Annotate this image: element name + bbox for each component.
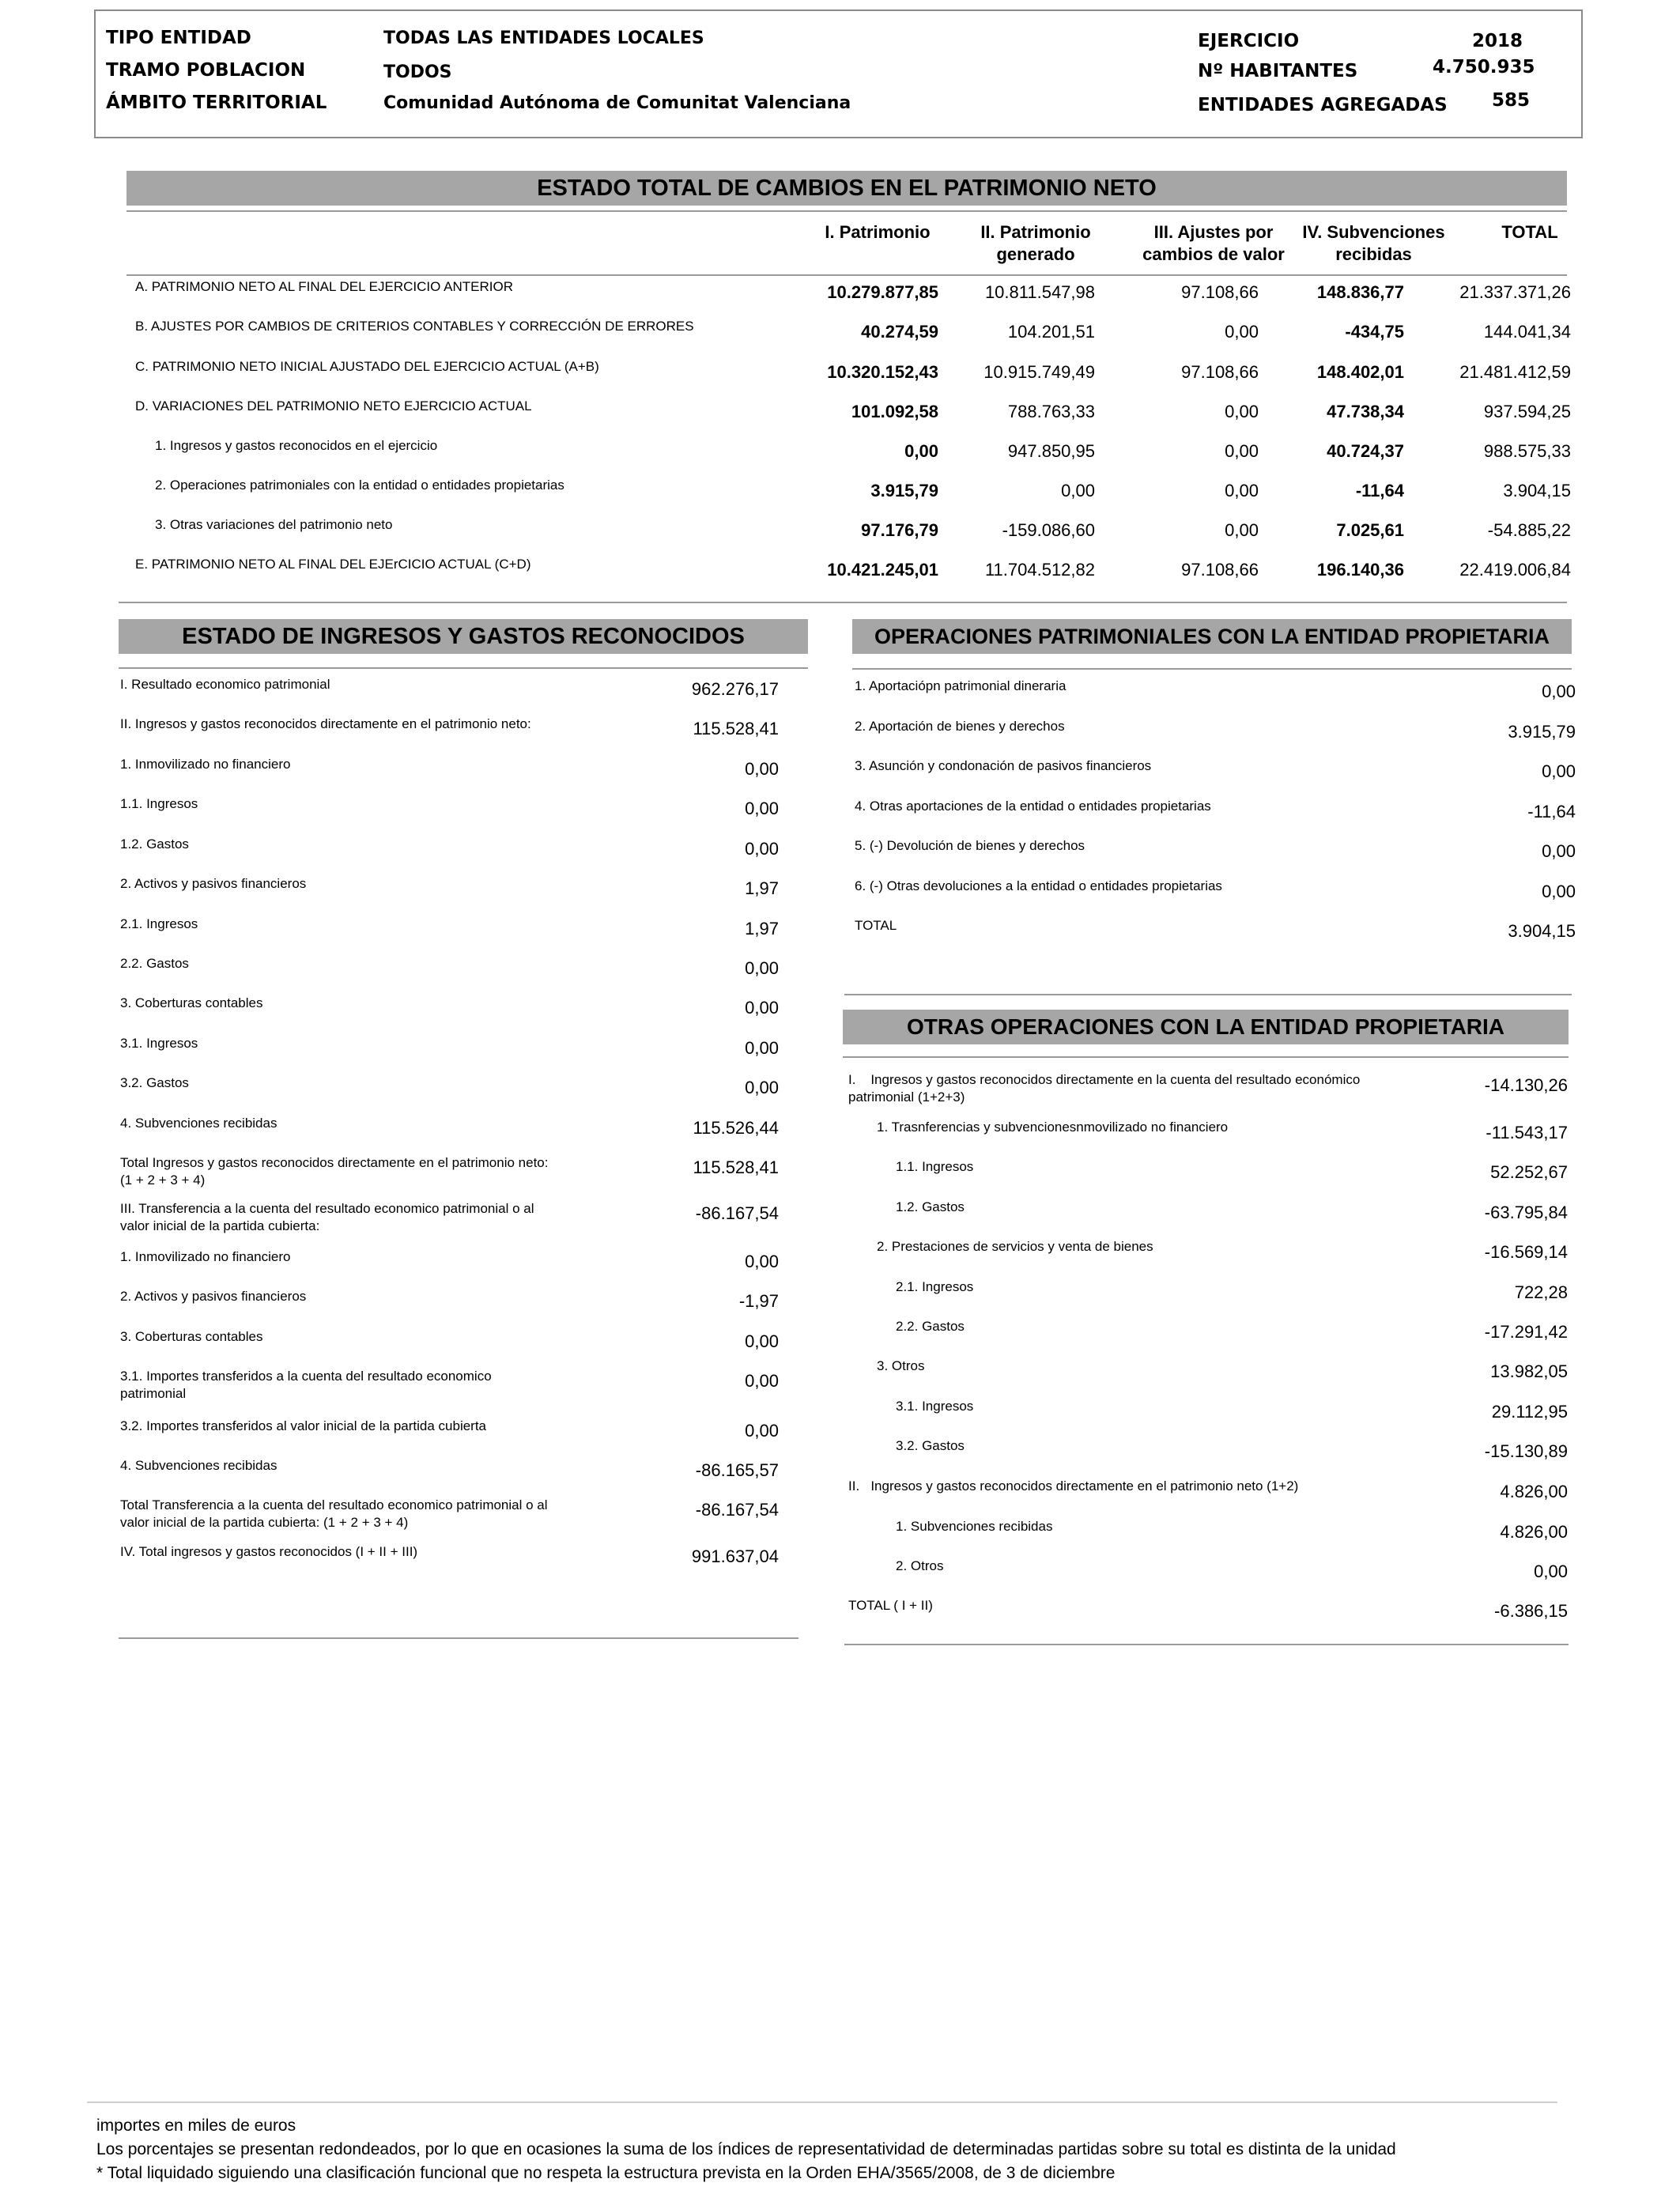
ambito-value: Comunidad Autónoma de Comunitat Valenciana	[383, 93, 851, 113]
otras-row-value: -6.386,15	[1494, 1601, 1568, 1621]
otras-row-value: -14.130,26	[1484, 1075, 1568, 1095]
otras-row-value: 13.982,05	[1490, 1361, 1568, 1381]
otras-row-label: 1. Trasnferencias y subvencionesnmovilizado no financiero	[877, 1120, 1229, 1135]
otras-row-label: I. Ingresos y gastos reconocidos directamente en la cuenta del resultado económico	[848, 1072, 1361, 1087]
otras-row-label: 2. Otros	[896, 1558, 944, 1573]
ingresos-row-value: 1,97	[745, 878, 779, 898]
ingresos-row-label: 2.1. Ingresos	[120, 916, 198, 931]
cambios-cell: 0,00	[1225, 481, 1259, 500]
tipo-entidad-label: TIPO ENTIDAD	[106, 28, 251, 48]
operaciones-row-label: TOTAL	[855, 918, 897, 933]
cambios-row-label: B. AJUSTES POR CAMBIOS DE CRITERIOS CONTABLES Y CORRECCIÓN DE ERRORES	[135, 319, 694, 334]
operaciones-row-value: 3.915,79	[1508, 722, 1576, 742]
ingresos-row-label: 3.2. Importes transferidos al valor inicial de la partida cubierta	[120, 1418, 487, 1433]
ingresos-row-label: I. Resultado economico patrimonial	[120, 677, 330, 692]
cambios-row-label: A. PATRIMONIO NETO AL FINAL DEL EJERCICIO ANTERIOR	[135, 279, 513, 294]
cambios-cell: 788.763,33	[1007, 402, 1095, 421]
cambios-cell: 0,00	[1225, 322, 1259, 342]
otras-row-value: -11.543,17	[1486, 1123, 1568, 1142]
ingresos-row-label: 3.1. Importes transferidos a la cuenta del resultado economico	[120, 1369, 492, 1384]
cambios-row-label: 3. Otras variaciones del patrimonio neto	[155, 517, 393, 532]
tipo-entidad-value: TODAS LAS ENTIDADES LOCALES	[383, 28, 704, 48]
cambios-cell: 10.421.245,01	[827, 560, 938, 580]
ingresos-title: ESTADO DE INGRESOS Y GASTOS RECONOCIDOS	[119, 619, 808, 654]
col-header-total: TOTAL	[1501, 222, 1558, 242]
ingresos-row-value: -1,97	[738, 1291, 779, 1311]
ingresos-row-label: 3.1. Ingresos	[120, 1036, 198, 1051]
cambios-row-label: D. VARIACIONES DEL PATRIMONIO NETO EJERCICIO ACTUAL	[135, 398, 532, 413]
tramo-label: TRAMO POBLACION	[106, 60, 306, 81]
divider	[119, 1637, 798, 1639]
ingresos-row-label: 4. Subvenciones recibidas	[120, 1116, 277, 1131]
cambios-row-label: C. PATRIMONIO NETO INICIAL AJUSTADO DEL EJERCICIO ACTUAL (A+B)	[135, 359, 599, 374]
ingresos-row-value: 115.528,41	[693, 1157, 779, 1177]
header-box	[94, 9, 1583, 138]
ingresos-row-label-cont: valor inicial de la partida cubierta: (1 + 2 + 3 + 4)	[120, 1515, 409, 1530]
cambios-cell: 104.201,51	[1007, 322, 1095, 342]
cambios-cell: 10.811.547,98	[984, 282, 1095, 302]
habitantes-label: Nº HABITANTES	[1198, 61, 1358, 81]
cambios-cell: 97.108,66	[1181, 560, 1259, 580]
cambios-cell: 21.337.371,26	[1459, 282, 1571, 302]
otras-row-label: 3.2. Gastos	[896, 1438, 965, 1453]
operaciones-row-value: 3.904,15	[1508, 921, 1576, 941]
otras-row-value: 4.826,00	[1500, 1522, 1568, 1542]
ambito-label: ÁMBITO TERRITORIAL	[106, 93, 327, 113]
divider	[126, 274, 1567, 276]
otras-row-label-cont: patrimonial (1+2+3)	[848, 1089, 965, 1105]
cambios-cell: 97.176,79	[861, 520, 938, 540]
otras-row-label: 2.1. Ingresos	[896, 1279, 974, 1294]
ingresos-row-value: 0,00	[745, 1038, 779, 1058]
ingresos-row-value: 0,00	[745, 1421, 779, 1441]
ingresos-row-label: 3.2. Gastos	[120, 1075, 189, 1090]
footer-note-classification: * Total liquidado siguiendo una clasificación funcional que no respeta la estructura prevista en la Orden EHA/3565/2008, de 3 de diciembre	[96, 2164, 1116, 2182]
otras-row-label: 1. Subvenciones recibidas	[896, 1519, 1053, 1534]
ingresos-row-value: 115.526,44	[693, 1118, 779, 1138]
cambios-cell: 0,00	[1225, 402, 1259, 421]
divider	[843, 1056, 1569, 1058]
ingresos-row-value: 962.276,17	[691, 679, 779, 699]
ingresos-row-value: 1,97	[745, 919, 779, 938]
cambios-title: ESTADO TOTAL DE CAMBIOS EN EL PATRIMONIO NETO	[126, 171, 1567, 206]
cambios-cell: 22.419.006,84	[1459, 560, 1571, 580]
ingresos-row-label: IV. Total ingresos y gastos reconocidos (I + II + III)	[120, 1544, 418, 1559]
ingresos-row-value: 115.528,41	[693, 719, 779, 738]
ingresos-row-label: 2. Activos y pasivos financieros	[120, 1289, 307, 1304]
footer-note-units: importes en miles de euros	[96, 2117, 296, 2135]
cambios-cell: 0,00	[1225, 441, 1259, 461]
ingresos-row-value: -86.167,54	[695, 1500, 779, 1520]
ingresos-row-label: 1.2. Gastos	[120, 836, 189, 852]
cambios-cell: 97.108,66	[1181, 282, 1259, 302]
otras-row-label: 1.2. Gastos	[896, 1199, 965, 1214]
cambios-cell: 0,00	[904, 441, 938, 461]
divider	[119, 602, 1567, 603]
operaciones-row-value: -11,64	[1527, 802, 1576, 821]
otras-row-label: 2.2. Gastos	[896, 1319, 965, 1334]
tramo-value: TODOS	[383, 62, 452, 82]
cambios-cell: -54.885,22	[1487, 520, 1571, 540]
cambios-cell: 0,00	[1061, 481, 1095, 500]
ingresos-row-label-cont: valor inicial de la partida cubierta:	[120, 1218, 320, 1233]
ingresos-row-label: II. Ingresos y gastos reconocidos directamente en el patrimonio neto:	[120, 716, 531, 731]
otras-row-value: -63.795,84	[1484, 1203, 1568, 1222]
cambios-cell: -159.086,60	[1002, 520, 1095, 540]
cambios-cell: 10.320.152,43	[827, 362, 938, 382]
cambios-cell: 937.594,25	[1483, 402, 1571, 421]
otras-row-value: 0,00	[1534, 1561, 1568, 1581]
ingresos-row-label: 3. Coberturas contables	[120, 1329, 263, 1344]
cambios-cell: 21.481.412,59	[1459, 362, 1571, 382]
ingresos-row-label-cont: (1 + 2 + 3 + 4)	[120, 1173, 206, 1188]
operaciones-row-value: 0,00	[1542, 841, 1576, 861]
ingresos-row-value: 0,00	[745, 958, 779, 978]
divider	[844, 994, 1572, 995]
ingresos-row-value: 0,00	[745, 1252, 779, 1271]
ingresos-row-value: 0,00	[745, 759, 779, 779]
operaciones-row-label: 2. Aportación de bienes y derechos	[855, 719, 1065, 734]
cambios-cell: 3.915,79	[870, 481, 938, 500]
agregadas-label: ENTIDADES AGREGADAS	[1198, 95, 1448, 115]
ingresos-row-label: 2.2. Gastos	[120, 956, 189, 971]
operaciones-title: OPERACIONES PATRIMONIALES CON LA ENTIDAD PROPIETARIA	[852, 619, 1572, 654]
divider	[126, 210, 1567, 212]
operaciones-row-label: 1. Aportaciópn patrimonial dineraria	[855, 678, 1067, 693]
ingresos-row-value: 0,00	[745, 1078, 779, 1097]
cambios-cell: 3.904,15	[1503, 481, 1571, 500]
operaciones-row-label: 4. Otras aportaciones de la entidad o entidades propietarias	[855, 799, 1211, 814]
ingresos-row-label: 4. Subvenciones recibidas	[120, 1458, 277, 1473]
cambios-cell: 0,00	[1225, 520, 1259, 540]
ingresos-row-label: III. Transferencia a la cuenta del resultado economico patrimonial o al	[120, 1201, 534, 1216]
cambios-cell: 40.274,59	[861, 322, 938, 342]
cambios-cell: 988.575,33	[1483, 441, 1571, 461]
ingresos-row-value: 0,00	[745, 799, 779, 818]
ingresos-row-value: -86.167,54	[695, 1203, 779, 1223]
otras-row-label: 2. Prestaciones de servicios y venta de bienes	[877, 1239, 1153, 1254]
ejercicio-label: EJERCICIO	[1198, 31, 1300, 51]
cambios-cell: 11.704.512,82	[984, 560, 1095, 580]
otras-row-value: 52.252,67	[1490, 1162, 1568, 1182]
cambios-cell: 148.836,77	[1316, 282, 1404, 302]
otras-row-value: 4.826,00	[1500, 1482, 1568, 1501]
otras-row-value: 722,28	[1514, 1282, 1568, 1302]
cambios-cell: -434,75	[1345, 322, 1404, 342]
otras-row-label: II. Ingresos y gastos reconocidos directamente en el patrimonio neto (1+2)	[848, 1478, 1299, 1494]
footer-note-rounding: Los porcentajes se presentan redondeados, por lo que en ocasiones la suma de los índices de representatividad de determinadas partidas sobre su total es distinta de la unidad	[96, 2140, 1396, 2158]
ingresos-row-label: 1. Inmovilizado no financiero	[120, 1249, 291, 1264]
cambios-row-label: E. PATRIMONIO NETO AL FINAL DEL EJErCICIO ACTUAL (C+D)	[135, 557, 531, 572]
operaciones-row-label: 6. (-) Otras devoluciones a la entidad o entidades propietarias	[855, 878, 1222, 893]
operaciones-row-value: 0,00	[1542, 761, 1576, 781]
cambios-cell: 47.738,34	[1327, 402, 1404, 421]
cambios-row-label: 1. Ingresos y gastos reconocidos en el ejercicio	[155, 438, 438, 453]
otras-row-value: 29.112,95	[1491, 1402, 1568, 1422]
ingresos-row-label-cont: patrimonial	[120, 1386, 187, 1401]
ingresos-row-value: 0,00	[745, 839, 779, 859]
operaciones-row-value: 0,00	[1542, 682, 1576, 701]
otras-row-label: 1.1. Ingresos	[896, 1159, 974, 1174]
otras-row-label: 3. Otros	[877, 1358, 925, 1373]
cambios-cell: 7.025,61	[1336, 520, 1404, 540]
col-header-patrimonio-generado: II. Patrimonio generado	[980, 222, 1091, 264]
operaciones-row-value: 0,00	[1542, 882, 1576, 901]
otras-title: OTRAS OPERACIONES CON LA ENTIDAD PROPIETARIA	[843, 1010, 1569, 1044]
ingresos-row-label: 3. Coberturas contables	[120, 995, 263, 1010]
divider	[119, 667, 808, 669]
cambios-cell: 10.279.877,85	[827, 282, 938, 302]
cambios-cell: -11,64	[1355, 481, 1404, 500]
ingresos-row-value: 0,00	[745, 998, 779, 1018]
cambios-row-label: 2. Operaciones patrimoniales con la entidad o entidades propietarias	[155, 478, 564, 493]
cambios-cell: 148.402,01	[1316, 362, 1404, 382]
ingresos-row-label: 1.1. Ingresos	[120, 796, 198, 811]
ingresos-row-label: 1. Inmovilizado no financiero	[120, 757, 291, 772]
cambios-cell: 40.724,37	[1327, 441, 1404, 461]
ingresos-row-label: 2. Activos y pasivos financieros	[120, 876, 307, 891]
otras-row-label: 3.1. Ingresos	[896, 1399, 974, 1414]
cambios-cell: 947.850,95	[1007, 441, 1095, 461]
cambios-cell: 10.915.749,49	[983, 362, 1095, 382]
ingresos-row-label: Total Transferencia a la cuenta del resultado economico patrimonial o al	[120, 1497, 548, 1512]
col-header-ajustes: III. Ajustes por cambios de valor	[1142, 222, 1285, 264]
otras-row-label: TOTAL ( I + II)	[848, 1598, 933, 1613]
operaciones-row-label: 3. Asunción y condonación de pasivos financieros	[855, 758, 1152, 773]
col-header-subvenciones: IV. Subvenciones recibidas	[1302, 222, 1445, 264]
ingresos-row-value: 991.637,04	[691, 1546, 779, 1566]
ingresos-row-value: 0,00	[745, 1371, 779, 1391]
ingresos-row-value: -86.165,57	[695, 1460, 779, 1480]
divider	[844, 1644, 1569, 1645]
col-header-patrimonio: I. Patrimonio	[825, 222, 931, 242]
habitantes-value: 4.750.935	[1433, 57, 1535, 77]
otras-row-value: -16.569,14	[1484, 1242, 1568, 1262]
ingresos-row-value: 0,00	[745, 1331, 779, 1351]
otras-row-value: -15.130,89	[1484, 1441, 1568, 1461]
ejercicio-value: 2018	[1472, 31, 1523, 51]
cambios-cell: 97.108,66	[1181, 362, 1259, 382]
cambios-cell: 196.140,36	[1316, 560, 1404, 580]
operaciones-row-label: 5. (-) Devolución de bienes y derechos	[855, 838, 1085, 853]
cambios-cell: 144.041,34	[1483, 322, 1571, 342]
divider	[852, 668, 1572, 670]
agregadas-value: 585	[1492, 90, 1531, 111]
otras-row-value: -17.291,42	[1484, 1322, 1568, 1342]
ingresos-row-label: Total Ingresos y gastos reconocidos directamente en el patrimonio neto:	[120, 1155, 549, 1170]
footer-divider	[87, 2101, 1557, 2103]
cambios-cell: 101.092,58	[851, 402, 938, 421]
